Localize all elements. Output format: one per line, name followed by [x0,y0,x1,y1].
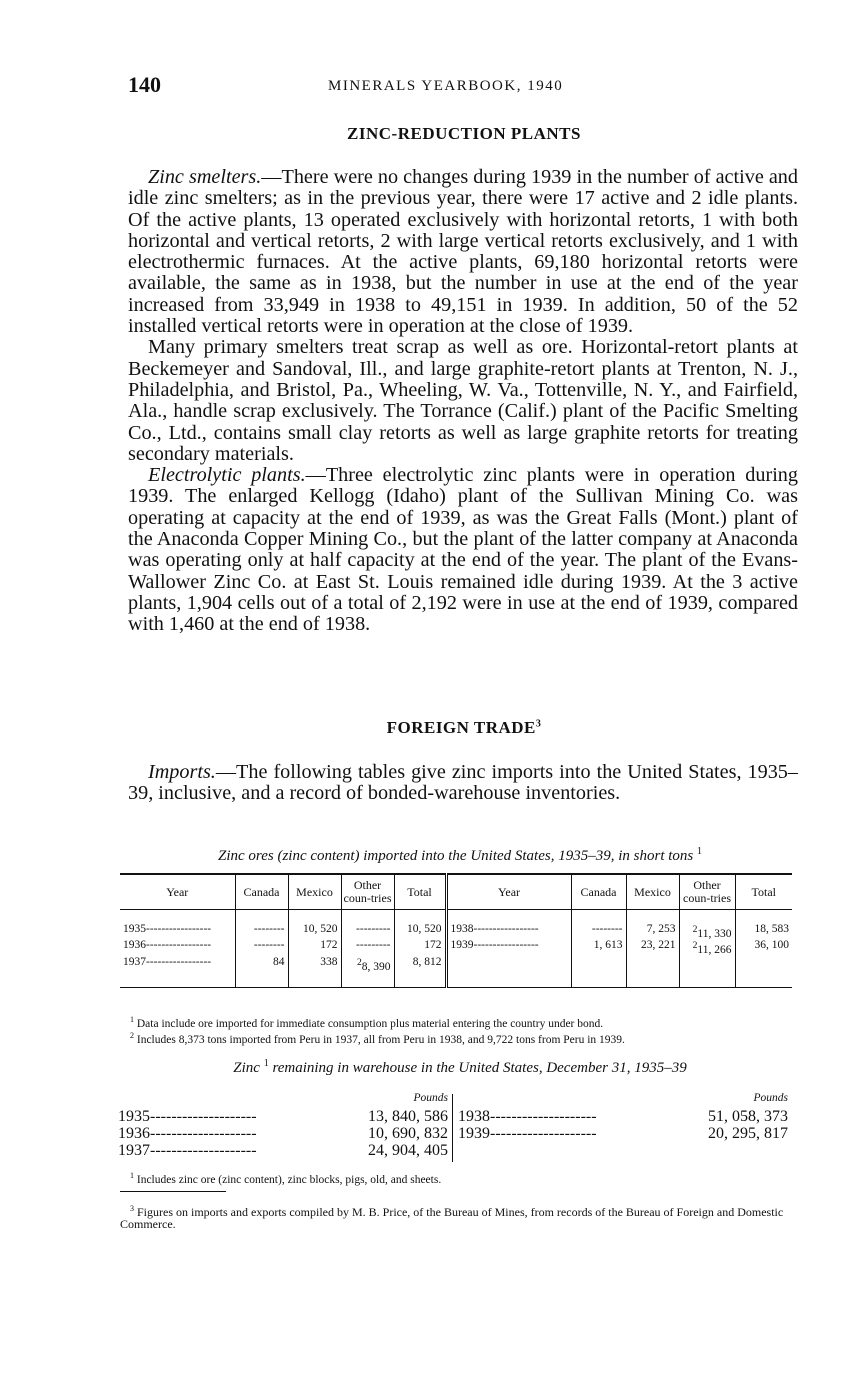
footnote-rule [120,1191,226,1192]
year-value: 1939 [458,1125,490,1142]
page-number: 140 [128,72,161,97]
table-row: 1938-------------------- 51, 058, 373 [458,1108,788,1125]
col-year: Year [446,874,571,910]
footnote-2 [120,1030,800,1046]
table-row [120,940,792,956]
footnote-mark: 1 [263,1058,269,1069]
section-heading-foreign-trade [128,718,800,738]
cell-total: 36, 100 [735,940,792,956]
column-divider [452,1094,453,1162]
year-value: 1935 [118,1108,150,1125]
footnote-mark: 2 [692,940,698,952]
cell-total: 8, 812 [394,957,446,973]
cell-year: 1935----------------- [123,923,212,935]
other-value: 8, 390 [361,960,391,973]
cell-other [341,957,394,973]
table-row [120,957,792,973]
footnote-1 [120,1170,800,1186]
table-row: 1939-------------------- 20, 295, 817 [458,1125,788,1142]
footnote-mark: 3 [535,718,542,730]
paragraph-text: —Three electrolytic zinc plants were in operation during 1939. The enlarged Kellogg (Idaho) plant of the Sullivan Mining Co. was operating at capacity at the end of 1939, as was the Great Falls (Mont.) plant of the Anaconda Copper Mining Co., but the plant of the latter company at Anaconda was operating only at half capacity at the end of the year. The plant of the Evans-Wallower Zinc Co. at East St. Louis remained idle during 1939. At the 3 active plants, 1,904 cells out of a total of 2,192 were in use at the end of 1939, compared with 1,460 at the end of 1938. [128,464,798,636]
footnote-mark: 1 [130,1171,134,1180]
paragraph-text: Many primary smelters treat scrap as well as ore. Horizontal-retort plants at Beckemeyer and Sandoval, Ill., and large graphite-retort plants at Trenton, N. J., Philadelphia, and Bristol, Pa., Wheeling, W. Va., Tottenville, N. Y., and Fairfield, Ala., handle scrap exclusively. The Torrance (Calif.) plant of the Pacific Smelting Co., Ltd., contains small clay retorts as well as large graphite retorts for treating secondary materials. [128,336,798,465]
cell-total: 18, 583 [735,924,792,940]
col-year: Year [120,874,235,910]
caption-text: Zinc ores (zinc content) imported into the United States, 1935–39, in short tons [218,848,694,864]
footnote-text: Includes zinc ore (zinc content), zinc blocks, pigs, old, and sheets. [136,1173,442,1186]
cell-canada: 1, 613 [571,940,626,956]
col-other-countries: Other coun-tries [341,874,394,910]
paragraph-text: —The following tables give zinc imports into the United States, 1935–39, inclusive, and a record of bonded-warehouse inventories. [128,761,798,805]
section-heading-zinc-reduction: ZINC-REDUCTION PLANTS [347,124,581,143]
unit-label: Pounds [753,1092,788,1104]
footnote-mark: 2 [130,1030,134,1040]
cell-mexico: 10, 520 [288,924,341,940]
paragraph-scrap [128,337,798,465]
year-value: 1937 [123,955,146,968]
table-row: 1935-------------------- 13, 840, 586 [118,1108,448,1125]
cell-mexico: 23, 221 [626,940,679,956]
footnote-mark: 1 [697,846,702,857]
table-caption-warehouse [120,1058,800,1077]
year-value: 1938 [450,923,474,935]
col-other-countries: Other coun-tries [679,874,735,910]
caption-text: remaining in warehouse in the United States, December 31, 1935–39 [272,1060,687,1076]
pounds-value: 24, 904, 405 [368,1142,448,1159]
cell-other [679,940,735,956]
paragraph-imports [128,762,798,805]
table-row [120,924,792,940]
paragraph-zinc-smelters [128,167,798,337]
heading-text: FOREIGN TRADE [386,718,536,737]
footnote-3 [120,1203,800,1230]
cell-other: --------- [341,940,394,956]
lead-imports: Imports. [148,761,216,783]
section-zinc-reduction-body [128,167,798,636]
cell-mexico: 7, 253 [626,924,679,940]
col-mexico: Mexico [288,874,341,910]
table1-footnotes [120,1014,800,1046]
zinc-ores-import-table [120,873,792,988]
other-value: 11, 330 [697,927,732,940]
year-value: 1938 [458,1108,490,1125]
footnote-text: Figures on imports and exports compiled by M. B. Price, of the Bureau of Mines, from records of the Bureau of Foreign and Domestic Commerce. [120,1205,784,1231]
col-canada: Canada [571,874,626,910]
pounds-value: 13, 840, 586 [368,1108,448,1125]
year-value: 1937 [118,1142,150,1159]
cell-other: --------- [341,924,394,940]
table2-footnote [120,1170,800,1186]
cell-year: 1938----------------- [446,924,571,940]
cell-other [679,924,735,940]
page-footnote [120,1203,800,1230]
warehouse-left-column [118,1092,448,1159]
cell-canada: -------- [571,924,626,940]
cell-canada: -------- [235,940,288,956]
cell-year: 1936----------------- [123,939,212,952]
cell-year: 1937----------------- [123,955,212,968]
year-value: 1939 [450,939,474,952]
unit-label: Pounds [413,1092,448,1104]
caption-prefix: Zinc [233,1060,260,1076]
other-value: 11, 266 [697,944,732,957]
year-value: 1936 [123,939,146,952]
paragraph-electrolytic-plants [128,465,798,635]
table-row: 1936-------------------- 10, 690, 832 [118,1125,448,1142]
table-caption-zinc-ores [120,846,800,865]
cell-mexico: 172 [288,940,341,956]
footnote-text: Data include ore imported for immediate consumption plus material entering the country under bond. [136,1017,604,1030]
year-value: 1936 [118,1125,150,1142]
cell-year: 1939----------------- [446,940,571,956]
page-header [128,72,800,106]
lead-zinc-smelters: Zinc smelters. [148,166,262,188]
cell-total: 172 [394,940,446,956]
lead-electrolytic-plants: Electrolytic plants. [148,464,306,487]
col-mexico: Mexico [626,874,679,910]
pounds-value: 51, 058, 373 [708,1108,788,1125]
pounds-value: 10, 690, 832 [368,1125,448,1142]
warehouse-right-column [458,1092,788,1142]
table-header-row [120,874,792,910]
running-title: MINERALS YEARBOOK, 1940 [328,78,564,94]
pounds-value: 20, 295, 817 [708,1125,788,1142]
col-total: Total [394,874,446,910]
footnote-text: Includes 8,373 tons imported from Peru in 1937, all from Peru in 1938, and 9,722 tons from Peru in 1939. [136,1033,625,1046]
cell-canada: -------- [235,924,288,940]
footnote-mark: 2 [356,956,362,968]
cell-total: 10, 520 [394,924,446,940]
paragraph-text: —There were no changes during 1939 in the number of active and idle zinc smelters; as in the previous year, there were 17 active and 2 idle plants. Of the active plants, 13 operated exclusively with horizontal retorts, 1 with both horizontal and vertical retorts, 2 with large vertical retorts exclusively, and 1 with electrothermic furnaces. At the active plants, 69,180 horizontal retorts were available, the same as in 1938, but the number in use at the end of the year increased from 33,949 in 1938 to 49,151 in 1939. In addition, 50 of the 52 installed vertical retorts were in operation at the close of 1939. [128,166,798,338]
col-canada: Canada [235,874,288,910]
footnote-mark: 3 [130,1204,134,1213]
footnote-1 [120,1014,800,1030]
footnote-mark: 1 [130,1015,134,1024]
year-value: 1935 [123,923,146,935]
col-total: Total [735,874,792,910]
table-row: 1937-------------------- 24, 904, 405 [118,1142,448,1159]
cell-mexico: 338 [288,957,341,973]
footnote-mark: 2 [692,924,698,935]
cell-canada: 84 [235,957,288,973]
section-foreign-trade-body [128,762,798,805]
